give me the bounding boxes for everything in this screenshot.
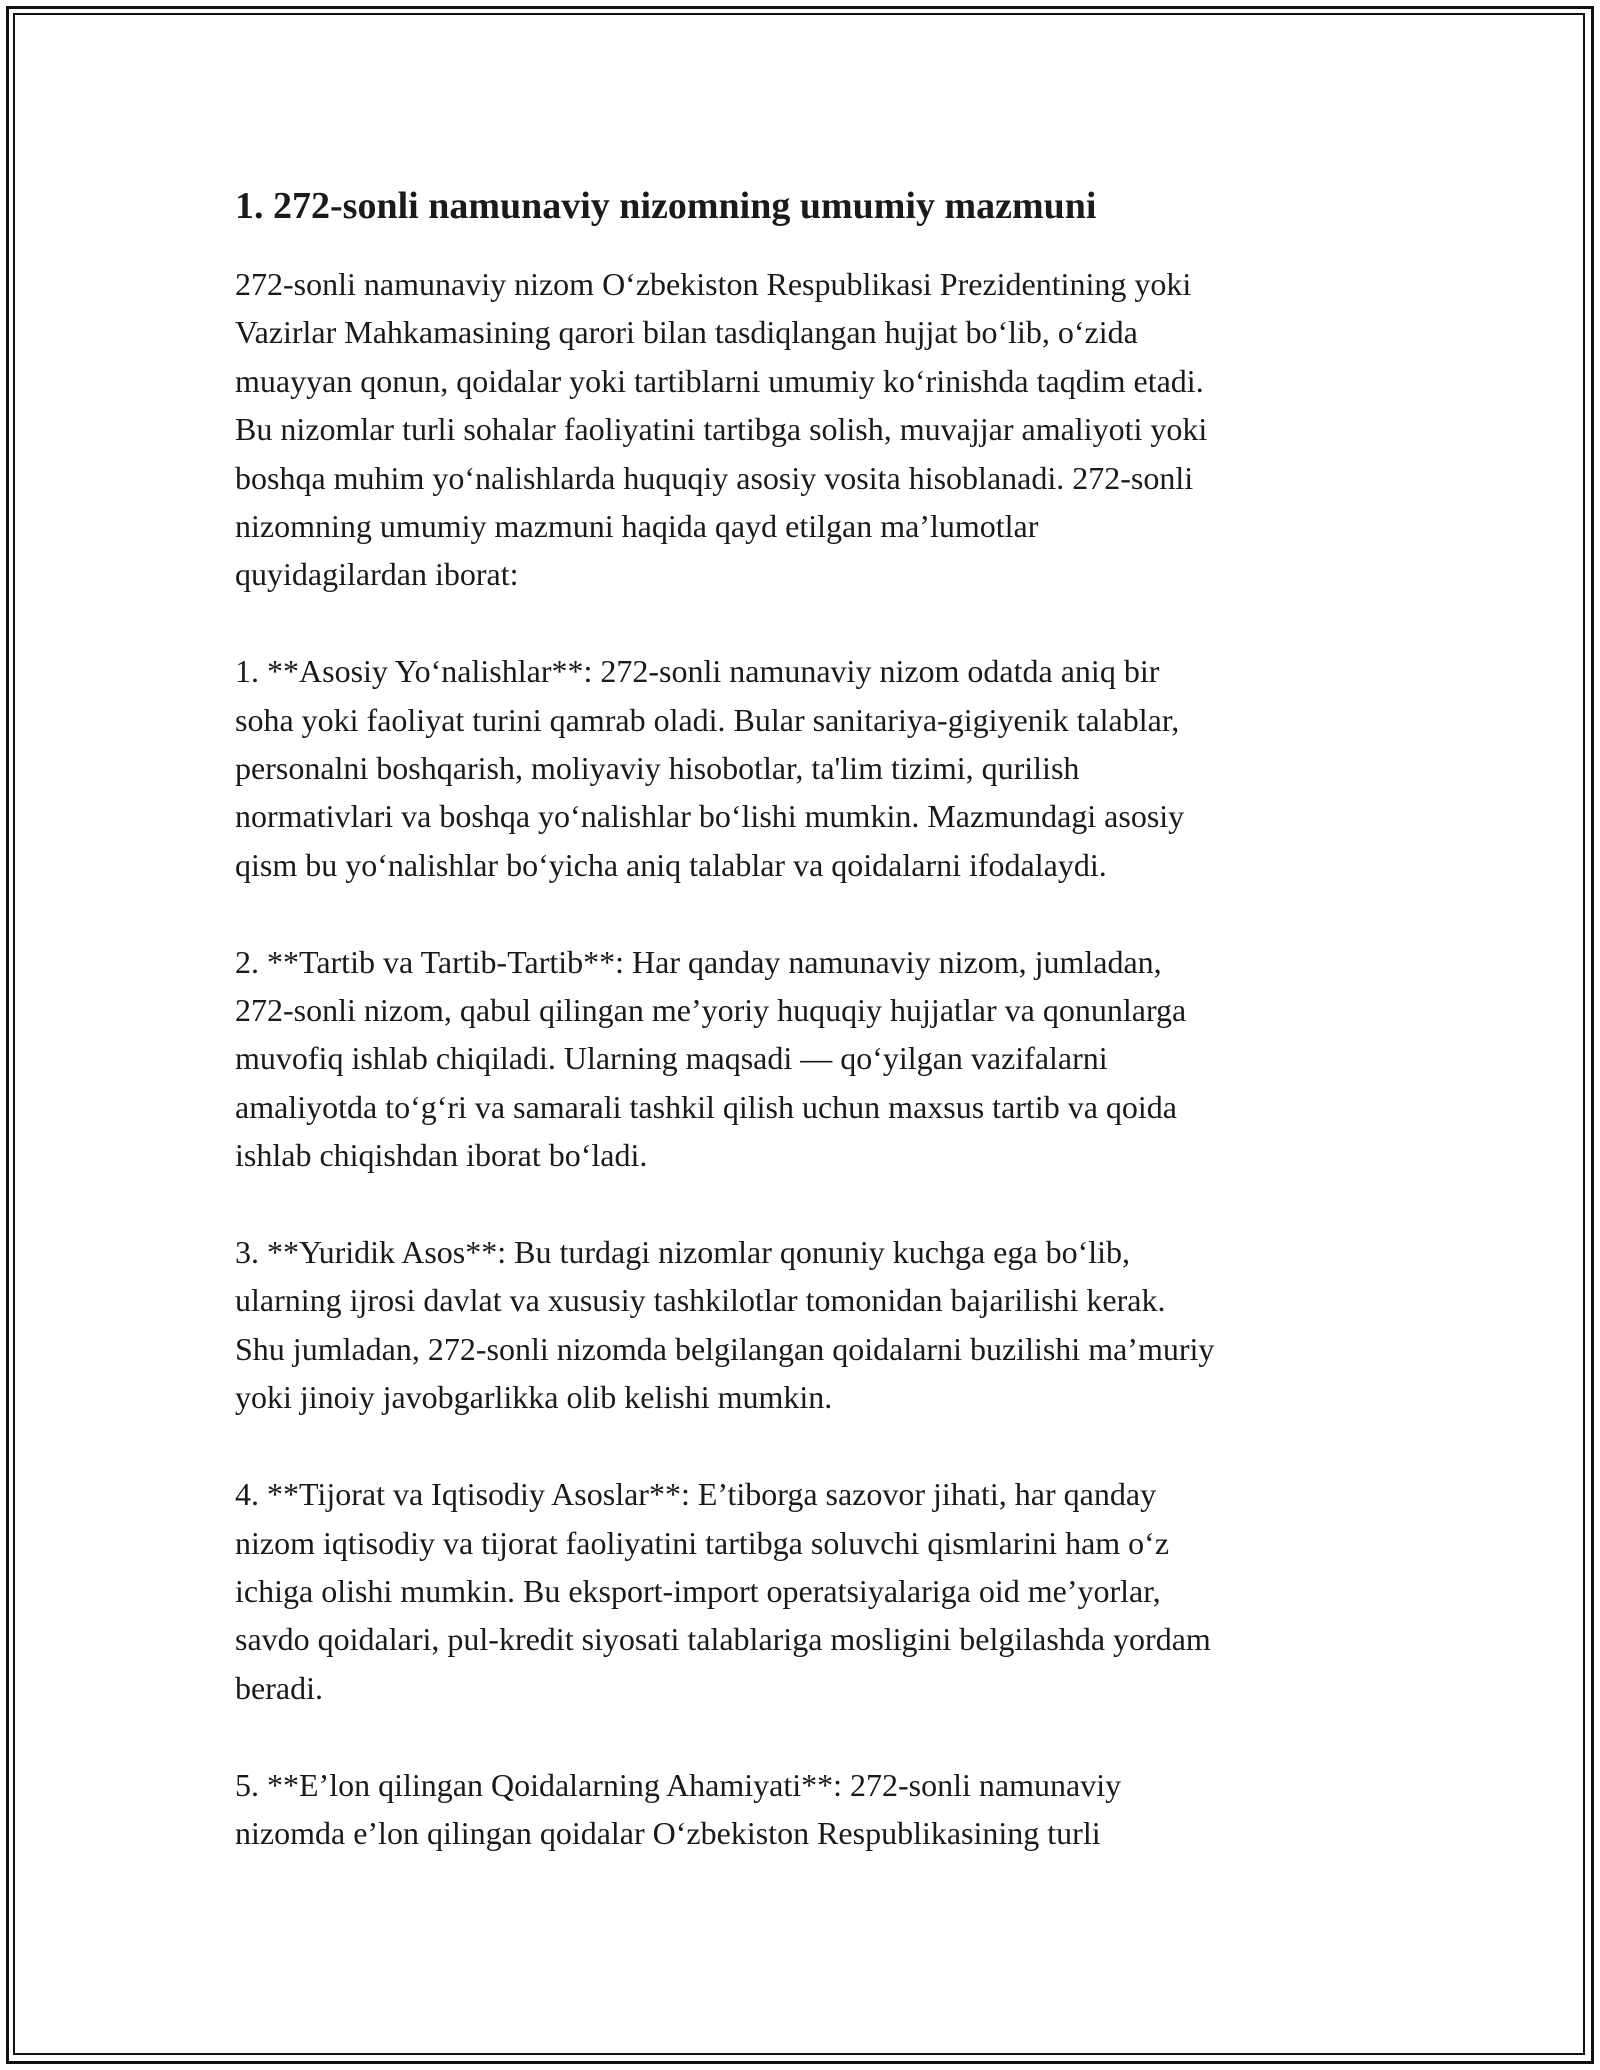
text-line: 272-sonli namunaviy nizom O‘zbekiston Respublikasi Prezidentining yoki [235,266,1192,302]
text-line: personalni boshqarish, moliyaviy hisobotlar, ta'lim tizimi, qurilish [235,750,1080,787]
text-line: soha yoki faoliyat turini qamrab oladi. Bular sanitariya-gigiyenik talablar, [235,701,1180,738]
list-item-2-paragraph [235,938,1365,1180]
text-line: nizomda e’lon qilingan qoidalar O‘zbekiston Respublikasining turli [235,1814,1101,1851]
text-line: muvofiq ishlab chiqiladi. Ularning maqsadi — qo‘yilgan vazifalarni [235,1040,1108,1077]
document-page [235,182,1365,1906]
list-item-3-paragraph [235,1228,1365,1422]
section-heading: 1. 272-sonli namunaviy nizomning umumiy mazmuni [235,185,1097,227]
text-line: 272-sonli nizom, qabul qilingan me’yoriy huquqiy hujjatlar va qonunlarga [235,992,1187,1029]
text-line: 1. **Asosiy Yo‘nalishlar**: 272-sonli namunaviy nizom odatda aniq bir [235,653,1160,690]
list-item-4-paragraph [235,1470,1365,1712]
text-line: amaliyotda to‘g‘ri va samarali tashkil qilish uchun maxsus tartib va qoida [235,1088,1177,1125]
text-line: Vazirlar Mahkamasining qarori bilan tasdiqlangan hujjat bo‘lib, o‘zida [235,314,1138,351]
text-line: ularning ijrosi davlat va xususiy tashkilotlar tomonidan bajarilishi kerak. [235,1282,1166,1319]
text-line: ishlab chiqishdan iborat bo‘ladi. [235,1137,648,1174]
text-line: yoki jinoiy javobgarlikka olib kelishi mumkin. [235,1379,833,1416]
text-line: quyidagilardan iborat: [235,556,519,593]
text-line: ichiga olishi mumkin. Bu eksport-import operatsiyalariga oid me’yorlar, [235,1572,1161,1609]
text-line: beradi. [235,1669,323,1706]
text-line: nizom iqtisodiy va tijorat faoliyatini tartibga soluvchi qismlarini ham o‘z [235,1524,1170,1561]
list-item-5-paragraph [235,1761,1365,1858]
text-line: 4. **Tijorat va Iqtisodiy Asoslar**: E’tiborga sazovor jihati, har qanday [235,1476,1157,1513]
text-line: 5. **E’lon qilingan Qoidalarning Ahamiyati**: 272-sonli namunaviy [235,1766,1122,1803]
text-line: savdo qoidalari, pul-kredit siyosati talablariga mosligini belgilashda yordam [235,1621,1211,1658]
list-item-1-paragraph [235,647,1365,889]
intro-paragraph [235,260,1365,599]
text-line: nizomning umumiy mazmuni haqida qayd etilgan ma’lumotlar [235,508,1039,545]
text-line: 3. **Yuridik Asos**: Bu turdagi nizomlar qonuniy kuchga ega bo‘lib, [235,1234,1130,1271]
text-line: normativlari va boshqa yo‘nalishlar bo‘lishi mumkin. Mazmundagi asosiy [235,798,1185,835]
text-line: qism bu yo‘nalishlar bo‘yicha aniq talablar va qoidalarni ifodalaydi. [235,846,1107,883]
text-line: Bu nizomlar turli sohalar faoliyatini tartibga solish, muvajjar amaliyoti yoki [235,411,1208,448]
text-line: muayyan qonun, qoidalar yoki tartiblarni umumiy ko‘rinishda taqdim etadi. [235,362,1204,399]
text-line: 2. **Tartib va Tartib-Tartib**: Har qanday namunaviy nizom, jumladan, [235,943,1162,980]
text-line: Shu jumladan, 272-sonli nizomda belgilangan qoidalarni buzilishi ma’muriy [235,1330,1215,1367]
text-line: boshqa muhim yo‘nalishlarda huquqiy asosiy vosita hisoblanadi. 272-sonli [235,459,1194,496]
